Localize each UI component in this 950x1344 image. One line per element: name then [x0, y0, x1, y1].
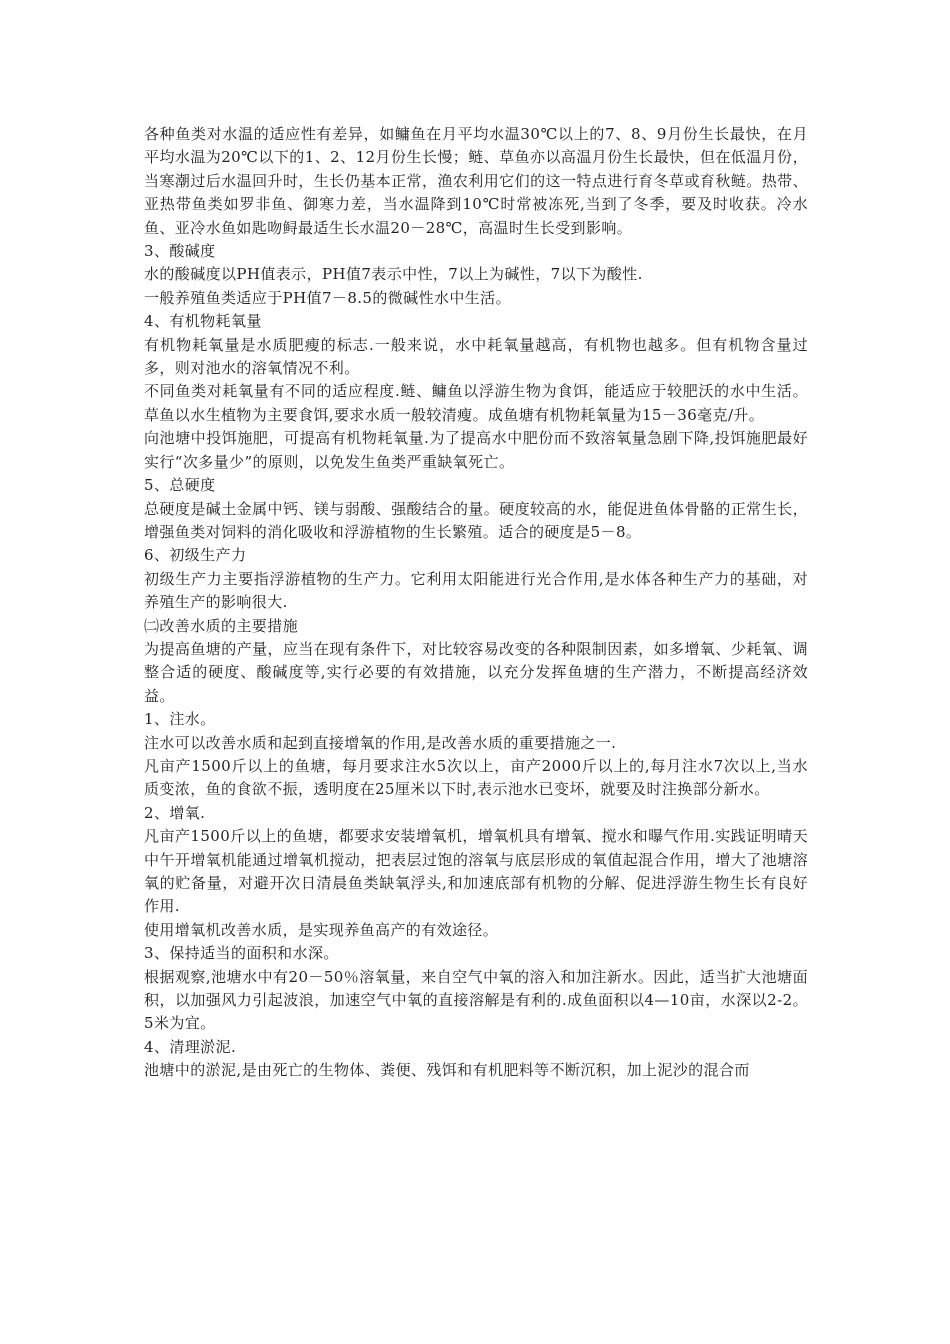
document-page — [144, 123, 808, 1083]
paragraph-aeration: 凡亩产1500斤以上的鱼塘，都要求安装增氧机，增氧机具有增氧、搅水和曝气作用.实践证明晴天中午开增氧机能通过增氧机搅动，把表层过饱的溶氧与底层形成的氧值起混合作用，增大了池塘溶氧的贮备量，对避开次日清晨鱼类缺氧浮头,和加速底部有机物的分解、促进浮游生物生长有良好作用. — [144, 827, 808, 916]
heading-water-injection: 1、注水。 — [144, 710, 216, 729]
heading-area-depth: 3、保持适当的面积和水深。 — [144, 944, 339, 963]
heading-aeration: 2、增氧. — [144, 803, 206, 822]
heading-hardness: 5、总硬度 — [144, 476, 216, 495]
paragraph-primary-productivity: 初级生产力主要指浮游植物的生产力。它利用太阳能进行光合作用,是水体各种生产力的基础，对养殖生产的影响很大. — [144, 569, 808, 612]
paragraph-area-depth: 根据观察,池塘水中有20－50％溶氧量，来自空气中氧的溶入和加注新水。因此，适当扩大池塘面积，以加强风力引起波浪，加速空气中氧的直接溶解是有利的.成鱼面积以4—10亩，水深以2-2。5米为宜。 — [144, 967, 808, 1033]
paragraph-ph-range: 一般养殖鱼类适应于PH值7－8.5的微碱性水中生活。 — [144, 288, 511, 307]
paragraph-oxygen-consumption: 有机物耗氧量是水质肥瘦的标志.一般来说，水中耗氧量越高，有机物也越多。但有机物含量过多，则对池水的溶氧情况不利。 — [144, 335, 808, 378]
heading-water-improvement: ㈡改善水质的主要措施 — [144, 616, 299, 635]
paragraph-feeding-fertilizing: 向池塘中投饵施肥，可提高有机物耗氧量.为了提高水中肥份而不致溶氧量急剧下降,投饵施肥最好实行“次多量少”的原则，以免发生鱼类严重缺氧死亡。 — [144, 429, 808, 471]
heading-ph: 3、酸碱度 — [144, 242, 216, 261]
paragraph-hardness: 总硬度是碱土金属中钙、镁与弱酸、强酸结合的量。硬度较高的水，能促进鱼体骨骼的正常生长，增强鱼类对饲料的消化吸收和浮游植物的生长繁殖。适合的硬度是5－8。 — [144, 499, 808, 541]
paragraph-water-injection-frequency: 凡亩产1500斤以上的鱼塘，每月要求注水5次以上，亩产2000斤以上的,每月注水7次以上,当水质变浓，鱼的食欲不振，透明度在25厘米以下时,表示池水已变坏，就要及时注换部分新水。 — [144, 756, 808, 799]
paragraph-ph-definition: 水的酸碱度以PH值表示，PH值7表示中性，7以上为碱性，7以下为酸性. — [144, 265, 643, 284]
heading-silt-cleanup: 4、清理淤泥. — [144, 1037, 237, 1056]
paragraph-species-adaptation: 不同鱼类对耗氧量有不同的适应程度.鲢、鳙鱼以浮游生物为食饵，能适应于较肥沃的水中生活。草鱼以水生植物为主要食饵,要求水质一般较清瘦。成鱼塘有机物耗氧量为15－36毫克/升。 — [144, 382, 808, 424]
paragraph-water-temperature: 各种鱼类对水温的适应性有差异，如鳙鱼在月平均水温30℃以上的7、8、9月份生长最快，在月平均水温为20℃以下的1、2、12月份生长慢；鲢、草鱼亦以高温月份生长最快，但在低温月份，当寒潮过后水温回升时，生长仍基本正常，渔农利用它们的这一特点进行育冬草或育秋鲢。热带、亚热带鱼类如罗非鱼、御寒力差，当水温降到10℃时常被冻死,当到了冬季，要及时收获。冷水鱼、亚冷水鱼如匙吻鲟最适生长水温20－28℃，高温时生长受到影响。 — [144, 125, 808, 237]
paragraph-water-injection: 注水可以改善水质和起到直接增氧的作用,是改善水质的重要措施之一. — [144, 733, 617, 752]
paragraph-water-improvement-intro: 为提高鱼塘的产量，应当在现有条件下，对比较容易改变的各种限制因素，如多增氧、少耗氧、调整合适的硬度、酸碱度等,实行必要的有效措施，以充分发挥鱼塘的生产潜力，不断提高经济效益。 — [144, 639, 808, 705]
heading-primary-productivity: 6、初级生产力 — [144, 546, 247, 565]
heading-oxygen-consumption: 4、有机物耗氧量 — [144, 312, 262, 331]
paragraph-silt-cleanup: 池塘中的淤泥,是由死亡的生物体、粪便、残饵和有机肥料等不断沉积，加上泥沙的混合而 — [144, 1061, 750, 1080]
paragraph-aeration-summary: 使用增氧机改善水质，是实现养鱼高产的有效途径。 — [144, 920, 499, 939]
